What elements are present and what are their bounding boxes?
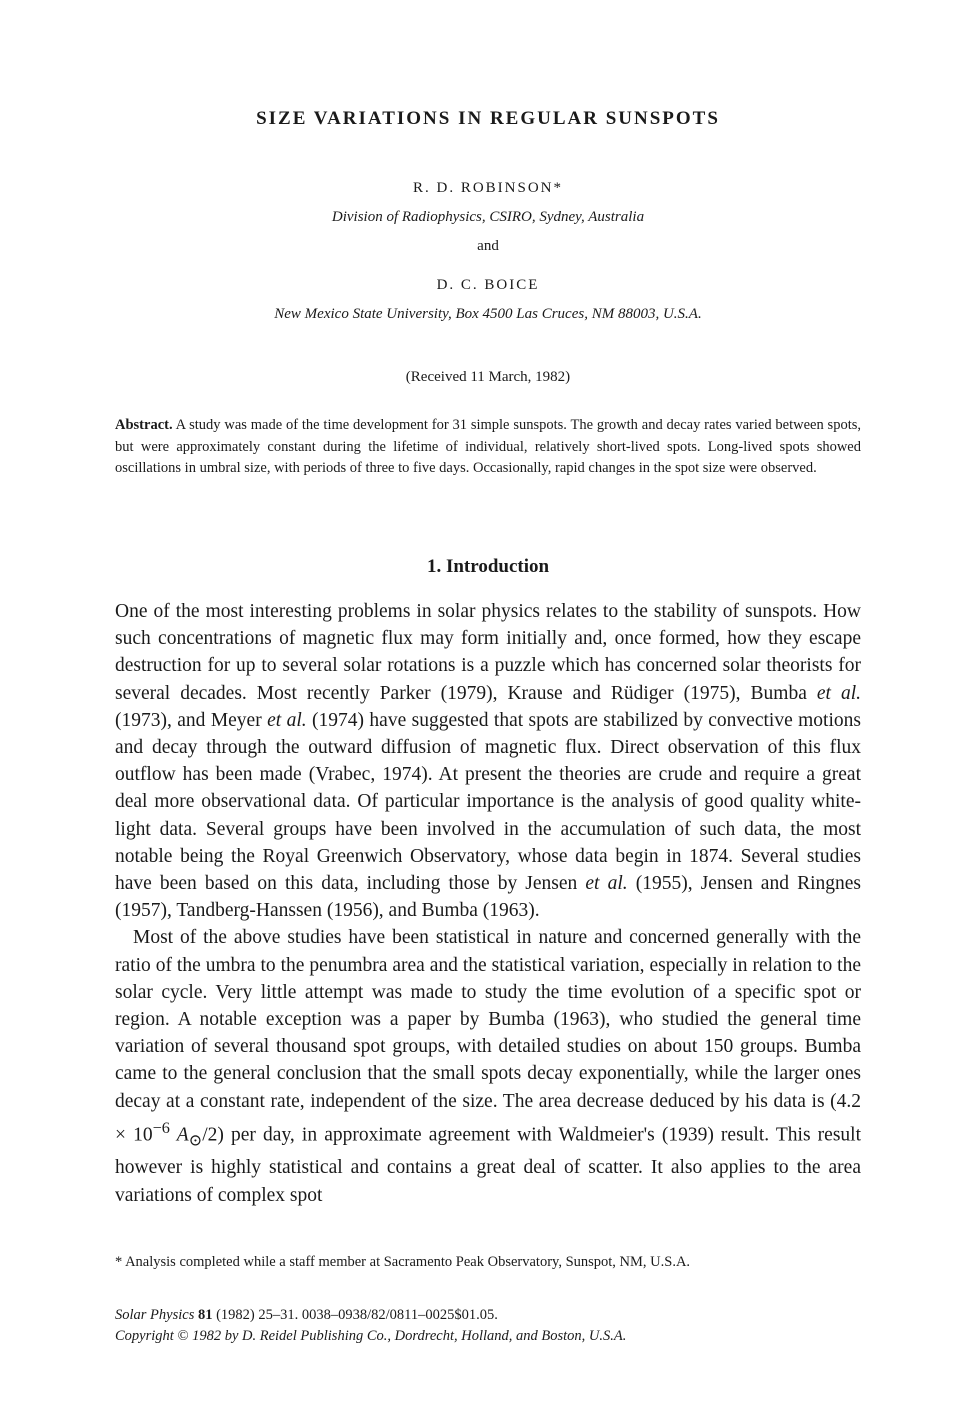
citation-line	[115, 1305, 875, 1326]
abstract	[115, 415, 861, 480]
author-affiliation: New Mexico State University, Box 4500 Las Cruces, NM 88003, U.S.A.	[274, 306, 702, 322]
paragraph	[115, 924, 861, 1208]
text-run-italic: et al.	[816, 682, 861, 704]
text-run: Most of the above studies have been statistical in nature and concerned generally with the ratio of the umbra to the penumbra area and the statistical variation, especially in relation to the solar cycle. Very little attempt was made to study the time evolution of a specific spot or region. A notable exception was a paper by Bumba (1963), who studied the general time variation of several thousand spot groups, with detailed studies on about 150 groups. Bumba came to the general conclusion that the small spots decay exponentially, while the larger ones decay at a constant rate, independent of the size. The area decrease deduced by his data is (4.2 × 10	[115, 927, 861, 1146]
abstract-text: A study was made of the time development for 31 simple sunspots. The growth and decay rates varied between spots, but were approximately constant during the lifetime of individual, relatively short-lived spots. Long-lived spots showed oscillations in umbral size, with periods of three to five days. Occasionally, rapid changes in the spot size were observed.	[115, 417, 861, 476]
copyright-line: Copyright © 1982 by D. Reidel Publishing Co., Dordrecht, Holland, and Boston, U.S.A.	[115, 1328, 627, 1344]
subscript: ⊙	[188, 1131, 203, 1150]
text-run: (1973), and Meyer	[115, 709, 268, 731]
journal-pages: (1982) 25–31. 0038–0938/82/0811–0025$01.05.	[212, 1307, 498, 1323]
journal-info	[115, 1305, 875, 1347]
received-date: (Received 11 March, 1982)	[405, 369, 571, 385]
author-affiliation: Division of Radiophysics, CSIRO, Sydney, Australia	[331, 209, 645, 225]
author-name: R. D. ROBINSON*	[412, 180, 563, 196]
footnote: * Analysis completed while a staff member at Sacramento Peak Observatory, Sunspot, NM, U.S.A.	[115, 1254, 691, 1270]
text-run: (1974) have suggested that spots are stabilized by convective motions and decay through the outward diffusion of magnetic flux. Direct observation of this flux outflow has been made (Vrabec, 1974). At present the theories are crude and require a great deal more observational data. Of particular importance is the analysis of good quality white-light data. Several groups have been involved in the accumulation of such data, the most notable being the Royal Greenwich Observatory, whose data begin in 1874. Several studies have been based on this data, including those by Jensen	[115, 709, 861, 895]
superscript: −6	[152, 1118, 170, 1137]
text-run: One of the most interesting problems in solar physics relates to the stability of sunspots. How such concentrations of magnetic flux may form initially and, once formed, how they escape destruction for up to several solar rotations is a puzzle which has concerned solar theorists for several decades. Most recently Parker (1979), Krause and Rüdiger (1975), Bumba	[115, 601, 861, 704]
body-text	[115, 598, 861, 1209]
section-heading: 1. Introduction	[426, 556, 550, 577]
math-symbol: A	[169, 1124, 189, 1146]
text-run: /2) per day, in approximate agreement with Waldmeier's (1939) result. This result however is highly statistical and contains a great deal of scatter. It also applies to the area variations of complex spot	[115, 1124, 862, 1206]
text-run-italic: et al.	[267, 709, 307, 731]
text-run: (1955), Jensen and Ringnes (1957), Tandberg-Hanssen (1956), and Bumba (1963).	[115, 873, 861, 922]
paper-title: SIZE VARIATIONS IN REGULAR SUNSPOTS	[256, 108, 720, 129]
journal-name: Solar Physics	[115, 1307, 195, 1323]
author-name: D. C. BOICE	[436, 277, 540, 293]
author-separator: and	[477, 238, 499, 254]
text-run-italic: et al.	[585, 873, 628, 895]
journal-volume: 81	[197, 1307, 213, 1323]
paragraph	[115, 598, 861, 924]
abstract-label: Abstract.	[115, 417, 173, 433]
